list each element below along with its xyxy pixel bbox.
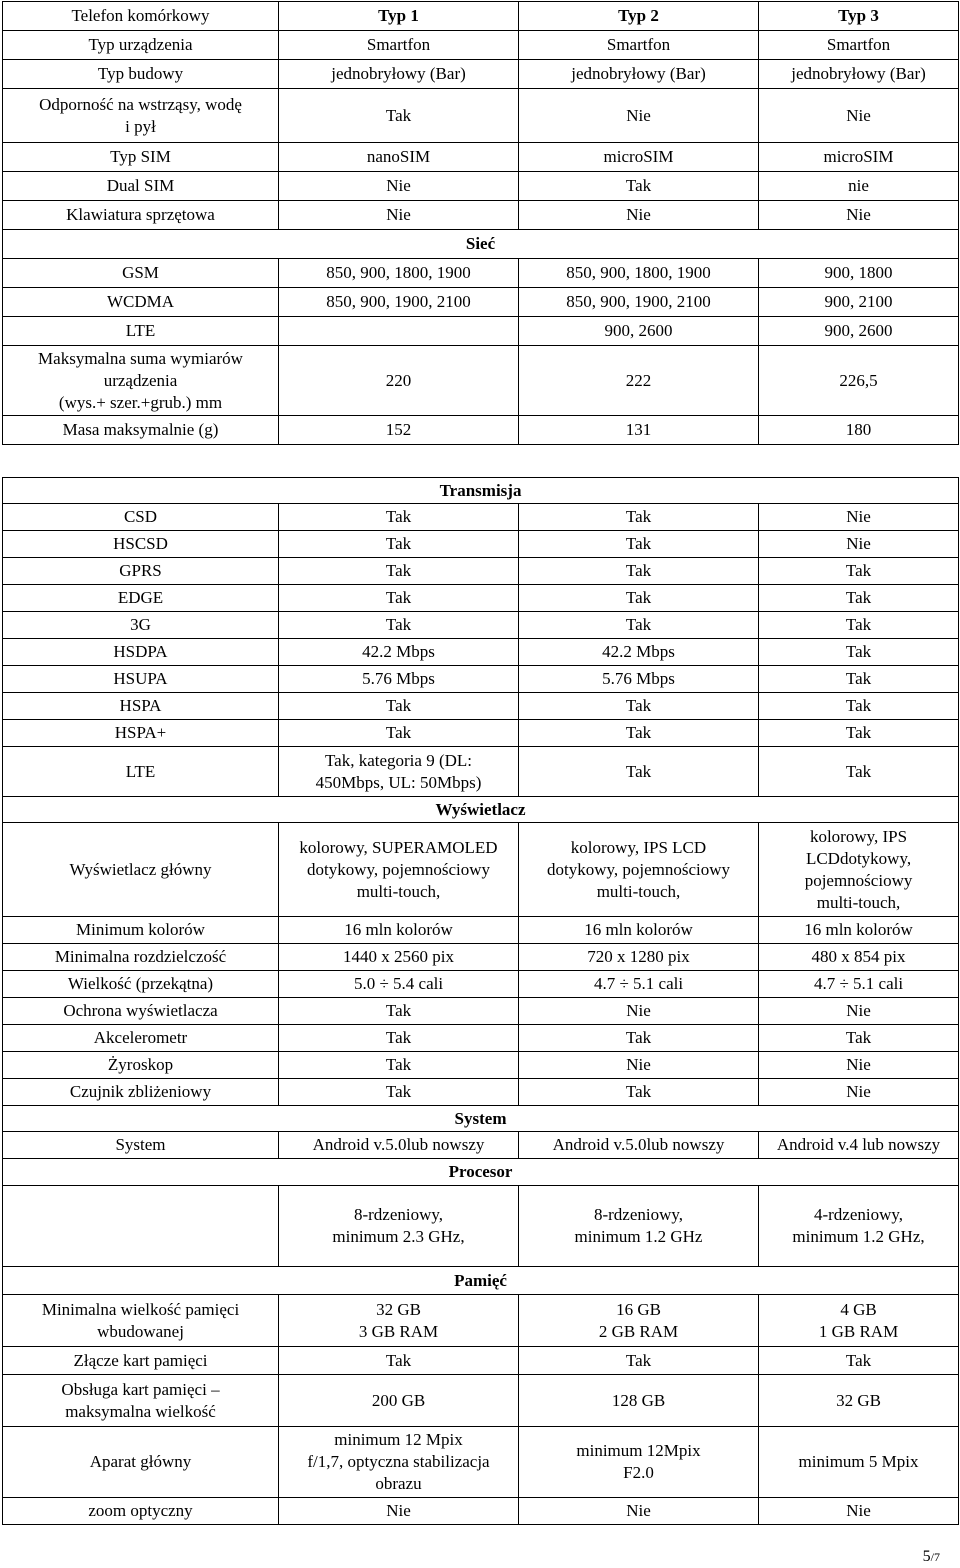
table-row <box>3 558 959 585</box>
row-label-cell: Masa maksymalnie (g) <box>3 416 279 445</box>
value-cell-typ-3: kolorowy, IPS LCDdotykowy, pojemnościowy multi-touch, <box>759 823 959 917</box>
value-cell-typ-2: 850, 900, 1800, 1900 <box>519 259 759 288</box>
value-cell-typ-2: Tak <box>519 504 759 531</box>
value-cell-typ-2: Tak <box>519 172 759 201</box>
row-label-cell: Złącze kart pamięci <box>3 1347 279 1375</box>
value-cell-typ-2: 222 <box>519 346 759 416</box>
value-cell-typ-1: Tak <box>279 1079 519 1106</box>
value-cell-typ-2: Nie <box>519 89 759 143</box>
value-cell-typ-1: 42.2 Mbps <box>279 639 519 666</box>
value-cell-typ-3: Tak <box>759 558 959 585</box>
value-cell-typ-3: 900, 2600 <box>759 317 959 346</box>
row-label-cell: LTE <box>3 747 279 797</box>
table-row <box>3 971 959 998</box>
value-cell-typ-3: Nie <box>759 1498 959 1525</box>
section-row <box>3 797 959 823</box>
table-row <box>3 1052 959 1079</box>
value-cell-typ-3: Nie <box>759 201 959 230</box>
value-cell-typ-3: 4.7 ÷ 5.1 cali <box>759 971 959 998</box>
row-label-cell: Klawiatura sprzętowa <box>3 201 279 230</box>
value-cell-typ-2: Smartfon <box>519 31 759 60</box>
value-cell-typ-1 <box>279 317 519 346</box>
value-cell-typ-3: 900, 2100 <box>759 288 959 317</box>
value-cell-typ-2: Tak <box>519 585 759 612</box>
table-row <box>3 666 959 693</box>
row-label-cell: Odporność na wstrząsy, wodę i pył <box>3 89 279 143</box>
table-row <box>3 639 959 666</box>
value-cell-typ-2: 720 x 1280 pix <box>519 944 759 971</box>
table-row <box>3 585 959 612</box>
value-cell-typ-1: Tak <box>279 998 519 1025</box>
value-cell-typ-2: Tak <box>519 720 759 747</box>
table-row <box>3 1132 959 1159</box>
row-label-cell: Minimum kolorów <box>3 917 279 944</box>
table-row <box>3 259 959 288</box>
section-row <box>3 1159 959 1186</box>
row-label-cell: HSCSD <box>3 531 279 558</box>
value-cell-typ-3: Nie <box>759 1079 959 1106</box>
value-cell-typ-3: Tak <box>759 747 959 797</box>
value-cell-typ-1: Tak, kategoria 9 (DL: 450Mbps, UL: 50Mbps) <box>279 747 519 797</box>
value-cell-typ-2: Tak <box>519 747 759 797</box>
value-cell-typ-3: Tak <box>759 612 959 639</box>
value-cell-typ-3: Tak <box>759 585 959 612</box>
value-cell-typ-2: 131 <box>519 416 759 445</box>
row-label-cell: Minimalna wielkość pamięci wbudowanej <box>3 1295 279 1347</box>
value-cell-typ-3: nie <box>759 172 959 201</box>
value-cell-typ-1: 5.0 ÷ 5.4 cali <box>279 971 519 998</box>
value-cell-typ-3: Tak <box>759 693 959 720</box>
value-cell-typ-2: 128 GB <box>519 1375 759 1427</box>
table-row <box>3 1186 959 1267</box>
value-cell-typ-3: 480 x 854 pix <box>759 944 959 971</box>
value-cell-typ-1: Nie <box>279 1498 519 1525</box>
section-row <box>3 478 959 504</box>
section-row <box>3 1267 959 1295</box>
value-cell-typ-1: Tak <box>279 1025 519 1052</box>
value-cell-typ-1: 850, 900, 1800, 1900 <box>279 259 519 288</box>
table-row <box>3 823 959 917</box>
table-header-row <box>3 2 959 31</box>
value-cell-typ-2: microSIM <box>519 143 759 172</box>
row-label-cell: GSM <box>3 259 279 288</box>
value-cell-typ-1: Tak <box>279 585 519 612</box>
value-cell-typ-3: Tak <box>759 1347 959 1375</box>
value-cell-typ-1: minimum 12 Mpix f/1,7, optyczna stabilizacja obrazu <box>279 1427 519 1498</box>
table-row <box>3 1295 959 1347</box>
section-siec: Sieć <box>3 230 959 259</box>
value-cell-typ-3: Tak <box>759 720 959 747</box>
section-row <box>3 1106 959 1132</box>
table-row <box>3 504 959 531</box>
value-cell-typ-1: 850, 900, 1900, 2100 <box>279 288 519 317</box>
table-row <box>3 60 959 89</box>
value-cell-typ-3: Nie <box>759 504 959 531</box>
section-procesor: Procesor <box>3 1159 959 1186</box>
row-label-cell: EDGE <box>3 585 279 612</box>
row-label-cell: WCDMA <box>3 288 279 317</box>
value-cell-typ-2: Android v.5.0lub nowszy <box>519 1132 759 1159</box>
value-cell-typ-2: 850, 900, 1900, 2100 <box>519 288 759 317</box>
value-cell-typ-1: 200 GB <box>279 1375 519 1427</box>
value-cell-typ-2: Tak <box>519 612 759 639</box>
value-cell-typ-3: 4-rdzeniowy, minimum 1.2 GHz, <box>759 1186 959 1267</box>
value-cell-typ-1: Tak <box>279 89 519 143</box>
value-cell-typ-1: Tak <box>279 1347 519 1375</box>
row-label-cell: HSUPA <box>3 666 279 693</box>
header-typ-3: Typ 3 <box>759 2 959 31</box>
value-cell-typ-2: Tak <box>519 1347 759 1375</box>
value-cell-typ-3: Nie <box>759 89 959 143</box>
value-cell-typ-2: Tak <box>519 1079 759 1106</box>
value-cell-typ-2: kolorowy, IPS LCD dotykowy, pojemnościowy multi-touch, <box>519 823 759 917</box>
value-cell-typ-3: 32 GB <box>759 1375 959 1427</box>
value-cell-typ-1: kolorowy, SUPERAMOLED dotykowy, pojemnościowy multi-touch, <box>279 823 519 917</box>
section-pamiec: Pamięć <box>3 1267 959 1295</box>
row-label-cell: HSPA+ <box>3 720 279 747</box>
value-cell-typ-3: Tak <box>759 639 959 666</box>
row-label-cell: Obsługa kart pamięci – maksymalna wielkość <box>3 1375 279 1427</box>
row-label-cell: CSD <box>3 504 279 531</box>
value-cell-typ-2: Nie <box>519 1498 759 1525</box>
value-cell-typ-1: Smartfon <box>279 31 519 60</box>
value-cell-typ-3: 16 mln kolorów <box>759 917 959 944</box>
value-cell-typ-1: Tak <box>279 612 519 639</box>
value-cell-typ-1: 220 <box>279 346 519 416</box>
row-label-cell: System <box>3 1132 279 1159</box>
value-cell-typ-3: 900, 1800 <box>759 259 959 288</box>
row-label-cell <box>3 1186 279 1267</box>
value-cell-typ-1: 1440 x 2560 pix <box>279 944 519 971</box>
table-row <box>3 531 959 558</box>
table-row <box>3 1427 959 1498</box>
value-cell-typ-2: minimum 12Mpix F2.0 <box>519 1427 759 1498</box>
table-row <box>3 1347 959 1375</box>
row-label-cell: Dual SIM <box>3 172 279 201</box>
table-row <box>3 416 959 445</box>
value-cell-typ-1: 152 <box>279 416 519 445</box>
value-cell-typ-3: jednobryłowy (Bar) <box>759 60 959 89</box>
value-cell-typ-2: 5.76 Mbps <box>519 666 759 693</box>
row-label-cell: Aparat główny <box>3 1427 279 1498</box>
spec-table-general <box>2 1 959 445</box>
value-cell-typ-1: Tak <box>279 693 519 720</box>
table-row <box>3 288 959 317</box>
row-label-cell: Maksymalna suma wymiarów urządzenia (wys.+ szer.+grub.) mm <box>3 346 279 416</box>
table-row <box>3 944 959 971</box>
table-row <box>3 693 959 720</box>
page-number: 5/7 <box>922 1548 940 1565</box>
value-cell-typ-2: Tak <box>519 531 759 558</box>
table-row <box>3 612 959 639</box>
value-cell-typ-3: microSIM <box>759 143 959 172</box>
value-cell-typ-3: Nie <box>759 1052 959 1079</box>
value-cell-typ-1: 5.76 Mbps <box>279 666 519 693</box>
row-label-cell: Wyświetlacz główny <box>3 823 279 917</box>
value-cell-typ-2: 4.7 ÷ 5.1 cali <box>519 971 759 998</box>
value-cell-typ-1: Nie <box>279 172 519 201</box>
row-label-cell: LTE <box>3 317 279 346</box>
row-label-cell: GPRS <box>3 558 279 585</box>
spec-table-features <box>2 477 959 1525</box>
value-cell-typ-2: Tak <box>519 693 759 720</box>
table-row <box>3 1025 959 1052</box>
value-cell-typ-3: Nie <box>759 531 959 558</box>
header-typ-1: Typ 1 <box>279 2 519 31</box>
row-label-cell: Akcelerometr <box>3 1025 279 1052</box>
table-row <box>3 1498 959 1525</box>
table-row <box>3 317 959 346</box>
table-row <box>3 143 959 172</box>
row-label-cell: Wielkość (przekątna) <box>3 971 279 998</box>
table-row <box>3 1375 959 1427</box>
row-label-cell: HSDPA <box>3 639 279 666</box>
table-row <box>3 917 959 944</box>
value-cell-typ-1: jednobryłowy (Bar) <box>279 60 519 89</box>
value-cell-typ-3: 4 GB 1 GB RAM <box>759 1295 959 1347</box>
value-cell-typ-1: Android v.5.0lub nowszy <box>279 1132 519 1159</box>
value-cell-typ-1: Tak <box>279 558 519 585</box>
value-cell-typ-1: Tak <box>279 531 519 558</box>
page-number-total: 7 <box>934 1550 940 1564</box>
value-cell-typ-3: Tak <box>759 1025 959 1052</box>
table-row <box>3 747 959 797</box>
table-row <box>3 89 959 143</box>
value-cell-typ-3: Android v.4 lub nowszy <box>759 1132 959 1159</box>
row-label-cell: Typ budowy <box>3 60 279 89</box>
value-cell-typ-2: 42.2 Mbps <box>519 639 759 666</box>
table-row <box>3 720 959 747</box>
value-cell-typ-3: Smartfon <box>759 31 959 60</box>
value-cell-typ-2: Tak <box>519 1025 759 1052</box>
value-cell-typ-2: Nie <box>519 201 759 230</box>
table-row <box>3 346 959 416</box>
value-cell-typ-1: Tak <box>279 504 519 531</box>
value-cell-typ-3: Nie <box>759 998 959 1025</box>
value-cell-typ-2: 8-rdzeniowy, minimum 1.2 GHz <box>519 1186 759 1267</box>
value-cell-typ-2: 900, 2600 <box>519 317 759 346</box>
section-wyswietlacz: Wyświetlacz <box>3 797 959 823</box>
value-cell-typ-3: 226,5 <box>759 346 959 416</box>
table-row <box>3 1079 959 1106</box>
value-cell-typ-3: Tak <box>759 666 959 693</box>
value-cell-typ-2: jednobryłowy (Bar) <box>519 60 759 89</box>
value-cell-typ-2: 16 GB 2 GB RAM <box>519 1295 759 1347</box>
value-cell-typ-3: minimum 5 Mpix <box>759 1427 959 1498</box>
value-cell-typ-2: Tak <box>519 558 759 585</box>
table-row <box>3 201 959 230</box>
page-number-current: 5 <box>922 1548 931 1565</box>
value-cell-typ-2: Nie <box>519 1052 759 1079</box>
table-row <box>3 172 959 201</box>
value-cell-typ-1: 32 GB 3 GB RAM <box>279 1295 519 1347</box>
row-label-cell: zoom optyczny <box>3 1498 279 1525</box>
row-label-cell: Czujnik zbliżeniowy <box>3 1079 279 1106</box>
value-cell-typ-1: Tak <box>279 720 519 747</box>
value-cell-typ-2: 16 mln kolorów <box>519 917 759 944</box>
value-cell-typ-3: 180 <box>759 416 959 445</box>
header-label-cell: Telefon komórkowy <box>3 2 279 31</box>
table-row <box>3 31 959 60</box>
value-cell-typ-1: Tak <box>279 1052 519 1079</box>
row-label-cell: Ochrona wyświetlacza <box>3 998 279 1025</box>
section-system: System <box>3 1106 959 1132</box>
table-row <box>3 998 959 1025</box>
row-label-cell: Typ urządzenia <box>3 31 279 60</box>
row-label-cell: HSPA <box>3 693 279 720</box>
value-cell-typ-1: 8-rdzeniowy, minimum 2.3 GHz, <box>279 1186 519 1267</box>
value-cell-typ-1: Nie <box>279 201 519 230</box>
value-cell-typ-1: nanoSIM <box>279 143 519 172</box>
header-typ-2: Typ 2 <box>519 2 759 31</box>
row-label-cell: 3G <box>3 612 279 639</box>
row-label-cell: Typ SIM <box>3 143 279 172</box>
value-cell-typ-1: 16 mln kolorów <box>279 917 519 944</box>
section-row <box>3 230 959 259</box>
row-label-cell: Żyroskop <box>3 1052 279 1079</box>
value-cell-typ-2: Nie <box>519 998 759 1025</box>
row-label-cell: Minimalna rozdzielczość <box>3 944 279 971</box>
section-transmisja: Transmisja <box>3 478 959 504</box>
